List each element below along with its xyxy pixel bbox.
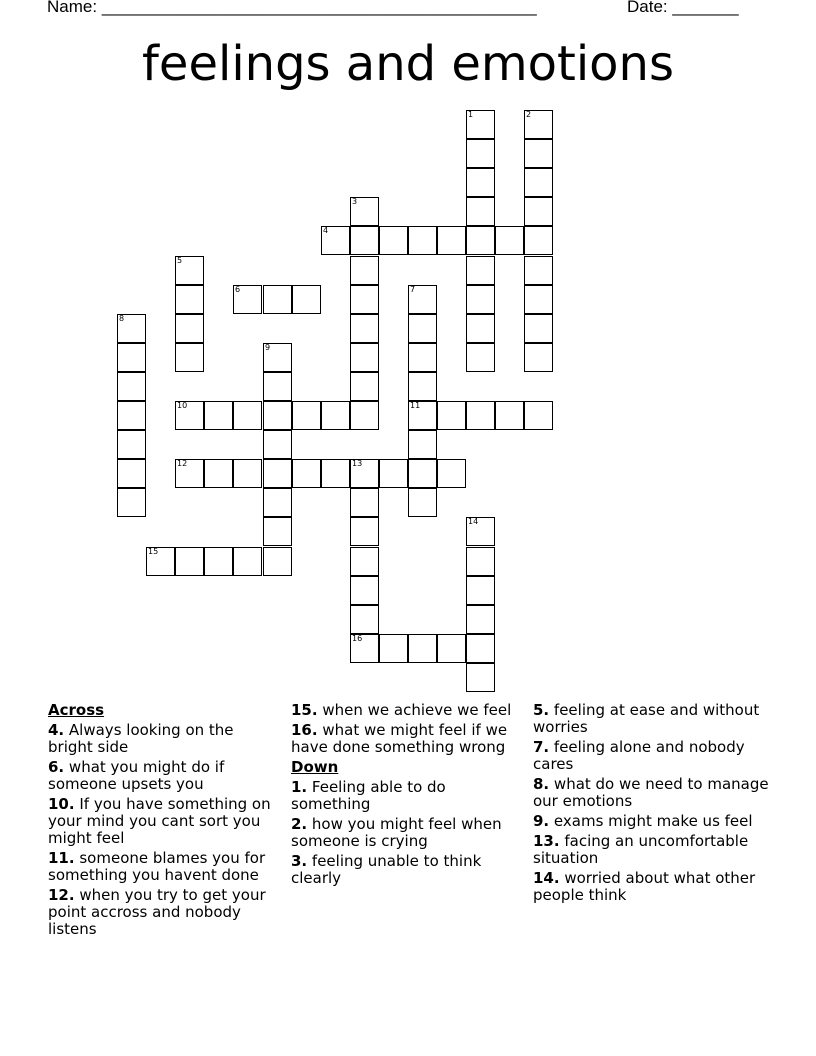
- grid-cell[interactable]: [524, 168, 553, 197]
- grid-cell[interactable]: [408, 430, 437, 459]
- clue-across-11: 11. someone blames you for something you havent done: [48, 849, 266, 884]
- grid-cell[interactable]: [466, 517, 495, 546]
- grid-cell[interactable]: [524, 139, 553, 168]
- date-label: Date:: [627, 0, 668, 16]
- grid-cell[interactable]: [350, 197, 379, 226]
- clue-number: 10: [177, 401, 188, 410]
- clue-down-9: 9. exams might make us feel: [533, 812, 753, 830]
- clue-down-8: 8. what do we need to manage our emotions: [533, 775, 769, 810]
- grid-cell[interactable]: [117, 401, 146, 430]
- grid-cell[interactable]: [524, 110, 553, 139]
- clues-column-1: [48, 700, 283, 941]
- grid-cell[interactable]: [263, 547, 292, 576]
- grid-cell[interactable]: [466, 168, 495, 197]
- grid-cell[interactable]: [466, 139, 495, 168]
- grid-cell[interactable]: [146, 547, 175, 576]
- grid-cell[interactable]: [175, 459, 204, 488]
- grid-cell[interactable]: [263, 372, 292, 401]
- grid-cell[interactable]: [524, 256, 553, 285]
- grid-cell[interactable]: [263, 430, 292, 459]
- grid-cell[interactable]: [117, 372, 146, 401]
- grid-cell[interactable]: [350, 372, 379, 401]
- grid-cell[interactable]: [321, 459, 350, 488]
- clue-down-5: 5. feeling at ease and without worries: [533, 701, 760, 736]
- grid-cell[interactable]: [263, 343, 292, 372]
- grid-cell[interactable]: [350, 459, 379, 488]
- grid-cell[interactable]: [408, 343, 437, 372]
- clue-down-3: 3. feeling unable to think clearly: [291, 852, 482, 887]
- grid-cell[interactable]: [466, 226, 495, 255]
- grid-cell[interactable]: [175, 285, 204, 314]
- grid-cell[interactable]: [466, 547, 495, 576]
- grid-cell[interactable]: [263, 285, 292, 314]
- clue-number: 13: [352, 459, 363, 468]
- grid-cell[interactable]: [350, 547, 379, 576]
- grid-cell[interactable]: [292, 459, 321, 488]
- grid-cell[interactable]: [263, 517, 292, 546]
- clue-down-14: 14. worried about what other people think: [533, 869, 756, 904]
- grid-cell[interactable]: [495, 401, 524, 430]
- grid-cell[interactable]: [408, 634, 437, 663]
- grid-cell[interactable]: [437, 401, 466, 430]
- grid-cell[interactable]: [437, 459, 466, 488]
- grid-cell[interactable]: [408, 372, 437, 401]
- grid-cell[interactable]: [263, 401, 292, 430]
- clue-number: 5: [177, 256, 183, 265]
- grid-cell[interactable]: [204, 401, 233, 430]
- grid-cell[interactable]: [466, 110, 495, 139]
- grid-cell[interactable]: [466, 663, 495, 692]
- grid-cell[interactable]: [292, 401, 321, 430]
- grid-cell[interactable]: [175, 256, 204, 285]
- name-field[interactable]: ______________________________________________: [101, 0, 537, 16]
- grid-cell[interactable]: [204, 459, 233, 488]
- grid-cell[interactable]: [379, 459, 408, 488]
- grid-cell[interactable]: [117, 430, 146, 459]
- grid-cell[interactable]: [350, 488, 379, 517]
- grid-cell[interactable]: [263, 488, 292, 517]
- grid-cell[interactable]: [350, 401, 379, 430]
- grid-cell[interactable]: [466, 634, 495, 663]
- grid-cell[interactable]: [263, 459, 292, 488]
- clue-number: 15: [148, 547, 159, 556]
- grid-cell[interactable]: [233, 401, 262, 430]
- clue-number: 14: [468, 517, 479, 526]
- grid-cell[interactable]: [233, 285, 262, 314]
- grid-cell[interactable]: [321, 401, 350, 430]
- date-field[interactable]: _______: [672, 0, 739, 16]
- grid-cell[interactable]: [350, 314, 379, 343]
- grid-cell[interactable]: [117, 343, 146, 372]
- grid-cell[interactable]: [524, 343, 553, 372]
- grid-cell[interactable]: [350, 343, 379, 372]
- grid-cell[interactable]: [437, 226, 466, 255]
- grid-cell[interactable]: [350, 226, 379, 255]
- grid-cell[interactable]: [175, 314, 204, 343]
- clue-number: 11: [410, 401, 421, 410]
- name-label: Name:: [47, 0, 98, 16]
- clue-across-10: 10. If you have something on your mind you cant sort you might feel: [48, 795, 271, 847]
- clues-column-3: [533, 700, 773, 907]
- across-heading: Across: [48, 701, 105, 719]
- clue-down-1: 1. Feeling able to do something: [291, 778, 446, 813]
- grid-cell[interactable]: [117, 314, 146, 343]
- grid-cell[interactable]: [524, 314, 553, 343]
- clue-across-12: 12. when you try to get your point accross and nobody listens: [48, 886, 266, 938]
- puzzle-title: feelings and emotions: [142, 36, 674, 92]
- grid-cell[interactable]: [408, 314, 437, 343]
- grid-cell[interactable]: [350, 576, 379, 605]
- grid-cell[interactable]: [466, 314, 495, 343]
- grid-cell[interactable]: [292, 285, 321, 314]
- grid-cell[interactable]: [524, 285, 553, 314]
- grid-cell[interactable]: [408, 285, 437, 314]
- grid-cell[interactable]: [175, 343, 204, 372]
- clue-down-7: 7. feeling alone and nobody cares: [533, 738, 745, 773]
- grid-cell[interactable]: [495, 226, 524, 255]
- clue-across-4: 4. Always looking on the bright side: [48, 721, 234, 756]
- clue-across-6: 6. what you might do if someone upsets you: [48, 758, 225, 793]
- grid-cell[interactable]: [466, 256, 495, 285]
- clues-column-2: [291, 700, 526, 890]
- grid-cell[interactable]: [466, 576, 495, 605]
- grid-cell[interactable]: [408, 488, 437, 517]
- grid-cell[interactable]: [350, 517, 379, 546]
- clue-number: 6: [235, 285, 241, 294]
- grid-cell[interactable]: [379, 226, 408, 255]
- grid-cell[interactable]: [175, 547, 204, 576]
- grid-cell[interactable]: [466, 197, 495, 226]
- grid-cell[interactable]: [350, 605, 379, 634]
- grid-cell[interactable]: [117, 459, 146, 488]
- grid-cell[interactable]: [524, 197, 553, 226]
- grid-cell[interactable]: [204, 547, 233, 576]
- clue-number: 9: [265, 343, 271, 352]
- grid-cell[interactable]: [233, 459, 262, 488]
- clue-down-13: 13. facing an uncomfortable situation: [533, 832, 749, 867]
- clue-down-2: 2. how you might feel when someone is crying: [291, 815, 502, 850]
- grid-cell[interactable]: [408, 226, 437, 255]
- grid-cell[interactable]: [233, 547, 262, 576]
- clue-number: 12: [177, 459, 188, 468]
- clue-number: 8: [119, 314, 125, 323]
- grid-cell[interactable]: [437, 634, 466, 663]
- clue-number: 1: [468, 110, 474, 119]
- down-heading: Down: [291, 758, 339, 776]
- grid-cell[interactable]: [117, 488, 146, 517]
- grid-cell[interactable]: [466, 285, 495, 314]
- grid-cell[interactable]: [524, 226, 553, 255]
- grid-cell[interactable]: [321, 226, 350, 255]
- grid-cell[interactable]: [466, 343, 495, 372]
- clue-number: 3: [352, 197, 358, 206]
- clue-number: 7: [410, 285, 416, 294]
- clue-number: 2: [526, 110, 532, 119]
- grid-cell[interactable]: [408, 401, 437, 430]
- clue-number: 4: [323, 226, 329, 235]
- clue-across-16: 16. what we might feel if we have done something wrong: [291, 721, 508, 756]
- grid-cell[interactable]: [175, 401, 204, 430]
- grid-cell[interactable]: [466, 401, 495, 430]
- grid-cell[interactable]: [379, 634, 408, 663]
- grid-cell[interactable]: [350, 285, 379, 314]
- grid-cell[interactable]: [466, 605, 495, 634]
- clue-number: 16: [352, 634, 363, 643]
- grid-cell[interactable]: [350, 256, 379, 285]
- grid-cell[interactable]: [350, 634, 379, 663]
- grid-cell[interactable]: [524, 401, 553, 430]
- grid-cell[interactable]: [408, 459, 437, 488]
- clue-across-15: 15. when we achieve we feel: [291, 701, 512, 719]
